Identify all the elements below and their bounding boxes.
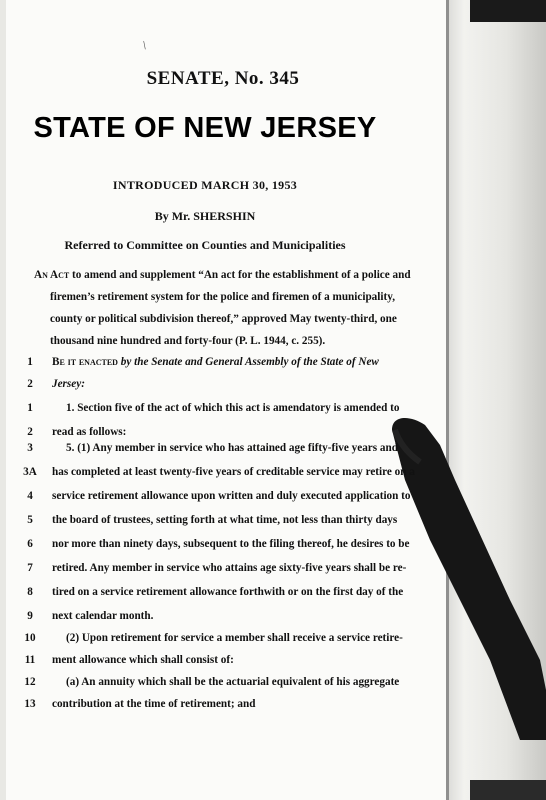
act-line: thousand nine hundred and forty-four (P. L. 1944, c. 255). <box>50 335 326 347</box>
line-text: has completed at least twenty-five years of creditable service may retire on a <box>52 466 415 478</box>
line-text: 5. (1) Any member in service who has attained age fifty-five years and <box>66 442 398 454</box>
line-number: 12 <box>24 676 36 688</box>
bill-line <box>0 676 446 696</box>
bill-number: SENATE, No. 345 <box>146 68 300 89</box>
line-text: next calendar month. <box>52 610 154 622</box>
line-text: (2) Upon retirement for service a member shall receive a service retire- <box>66 632 403 644</box>
bill-line <box>0 442 446 462</box>
bill-line <box>0 586 446 606</box>
bill-line <box>0 654 446 674</box>
line-number: 10 <box>24 632 36 644</box>
line-number: 4 <box>27 490 33 502</box>
act-line: firemen’s retirement system for the police and firemen of a municipality, <box>50 291 395 303</box>
line-text: the board of trustees, setting forth at what time, not less than thirty days <box>52 514 398 526</box>
line-text: read as follows: <box>52 426 127 438</box>
bill-line <box>0 378 446 398</box>
state-heading: STATE OF NEW JERSEY <box>33 112 377 144</box>
line-number: 2 <box>27 378 33 390</box>
line-number: 7 <box>27 562 33 574</box>
act-lead: An Act <box>34 269 70 281</box>
bill-line <box>0 514 446 534</box>
act-line: county or political subdivision thereof,” approved May twenty-third, one <box>50 313 397 325</box>
committee-referral: Referred to Committee on Counties and Municipalities <box>64 238 346 252</box>
line-text: Jersey: <box>52 378 85 390</box>
bill-line <box>0 562 446 582</box>
introduced-date: INTRODUCED MARCH 30, 1953 <box>112 178 298 192</box>
line-text: tired on a service retirement allowance forthwith or on the first day of the <box>52 586 404 598</box>
line-number: 3A <box>23 466 37 478</box>
act-title <box>34 264 411 352</box>
line-text: nor more than ninety days, subsequent to the filing thereof, he desires to be <box>52 538 410 550</box>
line-number: 1 <box>27 356 33 368</box>
bill-line <box>0 402 446 422</box>
bill-line <box>0 490 446 510</box>
line-text: by the Senate and General Assembly of the State of New <box>117 356 379 368</box>
bill-line <box>0 610 446 630</box>
line-text: retired. Any member in service who attains age sixty-five years shall be re- <box>52 562 407 574</box>
line-number: 13 <box>24 698 36 710</box>
line-number: 5 <box>27 514 33 526</box>
sponsor: By Mr. SHERSHIN <box>154 209 256 223</box>
line-number: 1 <box>27 402 33 414</box>
line-text: (a) An annuity which shall be the actuarial equivalent of his aggregate <box>66 676 400 688</box>
act-line: to amend and supplement “An act for the establishment of a police and <box>69 269 411 281</box>
line-text: contribution at the time of retirement; and <box>52 698 256 710</box>
enacting-lead: Be it enacted <box>52 356 118 368</box>
line-text: 1. Section five of the act of which this act is amendatory is amended to <box>66 402 400 414</box>
line-text: ment allowance which shall consist of: <box>52 654 234 666</box>
bill-line <box>0 466 446 486</box>
bill-line <box>0 538 446 558</box>
bill-line <box>0 632 446 652</box>
line-text: service retirement allowance upon written and duly executed application to <box>52 490 411 502</box>
line-number: 11 <box>24 654 36 666</box>
line-number: 9 <box>27 610 33 622</box>
line-number: 6 <box>27 538 33 550</box>
bill-line <box>0 698 446 718</box>
pencil-mark: / <box>139 38 150 52</box>
line-number: 8 <box>27 586 33 598</box>
line-number: 3 <box>27 442 33 454</box>
bill-line <box>0 356 446 376</box>
line-number: 2 <box>27 426 33 438</box>
